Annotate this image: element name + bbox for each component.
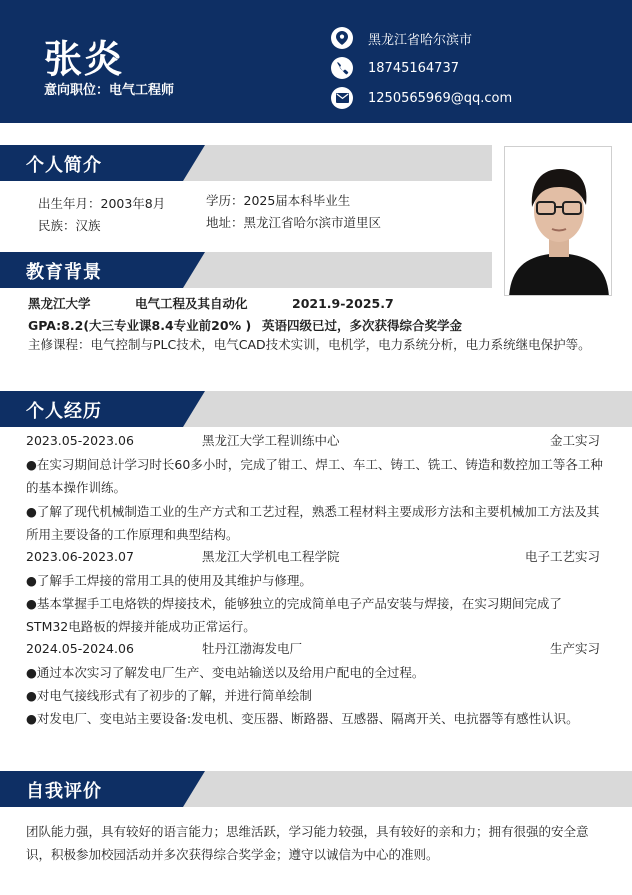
phone-icon [331, 57, 353, 79]
email-icon [331, 87, 353, 109]
education-level: 学历：2025届本科毕业生 [206, 193, 351, 208]
experience-date: 2024.05-2024.06 [26, 641, 134, 656]
location-icon [331, 27, 353, 49]
section-education-header [0, 252, 632, 288]
study-period: 2021.9-2025.7 [292, 296, 394, 311]
contact-phone [331, 56, 459, 80]
section-title: 自我评价 [26, 781, 102, 802]
section-title: 个人经历 [26, 401, 102, 422]
school-name: 黑龙江大学 [28, 296, 91, 311]
experience-bullet: ●对电气接线形式有了初步的了解，并进行简单绘制 [26, 688, 312, 703]
experience-org: 黑龙江大学工程训练中心 [202, 433, 340, 448]
resume-header [0, 0, 632, 123]
gpa: GPA:8.2(大三专业课8.4专业前20% ) [28, 318, 252, 333]
experience-bullet: ●基本掌握手工电烙铁的焊接技术，能够独立的完成简单电子产品安装与焊接，在实习期间完成了STM32电路板的焊接并能成功正常运行。 [26, 596, 562, 634]
section-title: 教育背景 [26, 262, 102, 283]
courses: 主修课程：电气控制与PLC技术，电气CAD技术实训，电机学，电力系统分析，电力系统继电保护等。 [28, 337, 591, 352]
honors: 英语四级已过，多次获得综合奖学金 [262, 318, 463, 333]
experience-org: 黑龙江大学机电工程学院 [202, 549, 340, 564]
experience-entry-header [26, 546, 600, 568]
section-experience-header [0, 391, 632, 427]
contact-address [331, 26, 472, 50]
experience-role: 生产实习 [549, 641, 600, 656]
self-evaluation-text: 团队能力强，具有较好的语言能力；思维活跃，学习能力较强，具有较好的亲和力；拥有很强的安全意识，积极参加校园活动并多次获得综合奖学金；遵守以诚信为中心的准则。 [26, 824, 589, 862]
address-text: 黑龙江省哈尔滨市 [368, 32, 473, 48]
section-title: 个人简介 [26, 155, 102, 176]
contact-email [331, 86, 512, 110]
experience-entry-header [26, 638, 600, 660]
experience-bullet: ●对发电厂、变电站主要设备:发电机、变压器、断路器、互感器、隔离开关、电抗器等有感性认识。 [26, 711, 579, 726]
ethnicity: 民族：汉族 [38, 218, 101, 233]
email-text: 1250565969@qq.com [368, 90, 513, 106]
experience-entry-header [26, 430, 600, 452]
experience-bullet: ●在实习期间总计学习时长60多小时，完成了钳工、焊工、车工、铸工、铣工、铸造和数控加工等各工种的基本操作训练。 [26, 457, 603, 495]
birth-date: 出生年月：2003年8月 [38, 196, 166, 211]
experience-role: 电子工艺实习 [524, 549, 600, 564]
experience-date: 2023.06-2023.07 [26, 549, 134, 564]
experience-bullet: ●通过本次实习了解发电厂生产、变电站输送以及给用户配电的全过程。 [26, 665, 425, 680]
section-self-eval-header [0, 771, 632, 807]
experience-role: 金工实习 [549, 433, 600, 448]
phone-text: 18745164737 [368, 60, 459, 76]
experience-bullet: ●了解手工焊接的常用工具的使用及其维护与修理。 [26, 573, 312, 588]
home-address: 地址：黑龙江省哈尔滨市道里区 [206, 215, 382, 230]
experience-date: 2023.05-2023.06 [26, 433, 134, 448]
major-name: 电气工程及其自动化 [135, 296, 248, 311]
job-intent: 意向职位：电气工程师 [44, 83, 175, 98]
experience-org: 牡丹江渤海发电厂 [202, 641, 303, 656]
experience-bullet: ●了解了现代机械制造工业的生产方式和工艺过程，熟悉工程材料主要成形方法和主要机械加工方法及其所用主要设备的工作原理和典型结构。 [26, 504, 600, 542]
candidate-name: 张炎 [44, 37, 125, 81]
